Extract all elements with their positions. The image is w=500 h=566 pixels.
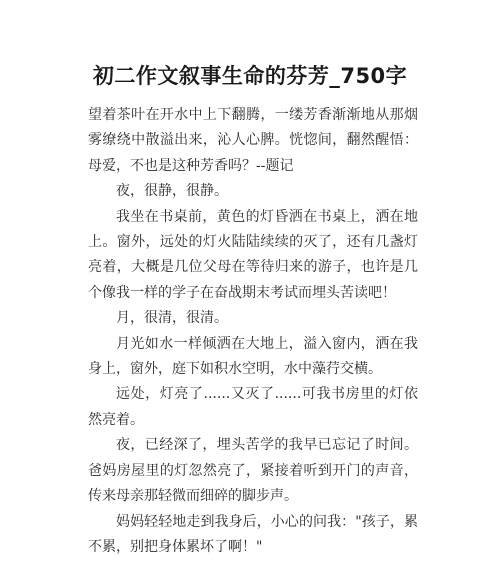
paragraph: 夜，已经深了，埋头苦学的我早已忘记了时间。爸妈房屋里的灯忽然亮了，紧接着听到开门的声音，传来母亲那轻微而细碎的脚步声。 — [88, 437, 418, 505]
paragraph: 月光如水一样倾洒在大地上，溢入窗内，洒在我身上，窗外，庭下如积水空明，水中藻荇交横。 — [88, 335, 418, 378]
paragraph: 妈妈轻轻地走到我身后，小心的问我："孩子，累不累，别把身体累坏了啊！" — [88, 513, 418, 555]
document-body — [88, 103, 418, 560]
paragraph-epigraph: 望着茶叶在开水中上下翻腾，一缕芳香渐渐地从那烟雾缭绕中散溢出来，沁人心脾。恍惚间，翻然醒悟：母爱，不也是这种芳香吗？--题记 — [88, 107, 418, 174]
paragraph: 我坐在书桌前，黄色的灯昏洒在书桌上，洒在地上。窗外，远处的灯火陆陆续续的灭了，还有几盏灯亮着，大概是几位父母在等待归来的游子，也许是几个像我一样的学子在奋战期末考试而埋头苦读吧！ — [88, 208, 418, 301]
paragraph: 远处，灯亮了......又灭了......可我书房里的灯依然亮着。 — [88, 386, 418, 428]
document-title: 初二作文叙事生命的芬芳_750字 — [92, 64, 408, 88]
paragraph: 月，很清，很清。 — [116, 310, 228, 327]
paragraph: 夜，很静，很静。 — [116, 183, 228, 200]
